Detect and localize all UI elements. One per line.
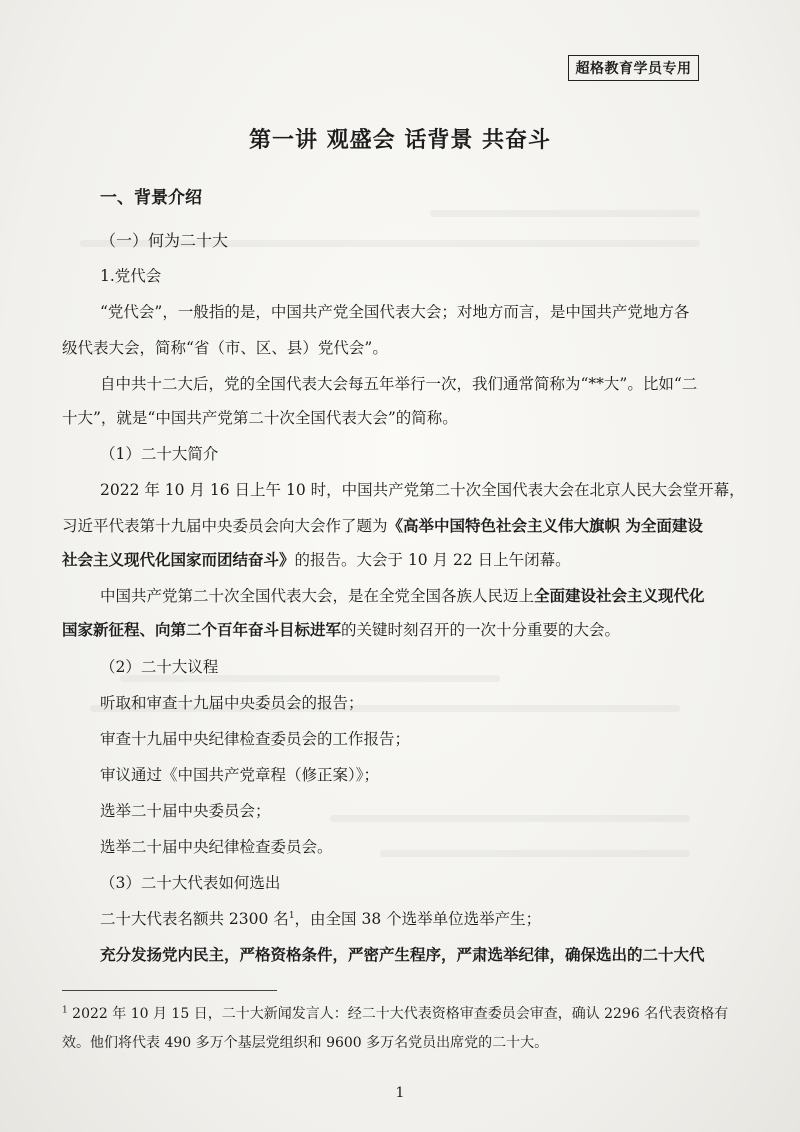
emphasis-text: 国家新征程、向第二个百年奋斗目标进军 bbox=[62, 620, 342, 639]
report-title-text: 《高举中国特色社会主义伟大旗帜 为全面建设 bbox=[387, 516, 703, 535]
agenda-item: 听取和审查十九届中央委员会的报告； bbox=[100, 694, 364, 712]
agenda-item: 选举二十届中央纪律检查委员会。 bbox=[100, 838, 333, 856]
item-heading: （3）二十大代表如何选出 bbox=[100, 874, 281, 892]
paragraph-line: “党代会”，一般指的是，中国共产党全国代表大会；对地方而言，是中国共产党地方各 bbox=[100, 303, 690, 321]
paragraph-text: 二十大代表名额共 2300 名 bbox=[100, 910, 289, 928]
section-heading: 一、背景介绍 bbox=[100, 188, 202, 208]
footnote-line: 效。他们将代表 490 多万个基层党组织和 9600 多万名党员出席党的二十大。 bbox=[62, 1035, 549, 1051]
item-heading: （1）二十大简介 bbox=[100, 445, 219, 463]
paragraph-line bbox=[62, 548, 571, 570]
paragraph-line: 十大”，就是“中国共产党第二十次全国代表大会”的简称。 bbox=[62, 409, 458, 427]
bleed-through-mark bbox=[330, 815, 690, 822]
item-heading: （2）二十大议程 bbox=[100, 658, 219, 676]
footnote-ref[interactable]: 1 bbox=[288, 910, 295, 921]
paragraph-line bbox=[62, 514, 703, 536]
lecture-title: 第一讲 观盛会 话背景 共奋斗 bbox=[249, 127, 551, 153]
paragraph-text: 的报告。大会于 10 月 22 日上午闭幕。 bbox=[294, 551, 571, 569]
paragraph-line bbox=[62, 618, 620, 640]
paragraph-text: 中国共产党第二十次全国代表大会，是在全党全国各族人民迈上 bbox=[100, 587, 535, 605]
paragraph-line: 级代表大会，简称“省（市、区、县）党代会”。 bbox=[62, 339, 388, 357]
agenda-item: 审议通过《中国共产党章程（修正案）》； bbox=[100, 766, 380, 784]
bleed-through-mark bbox=[380, 850, 690, 857]
footnote-separator bbox=[62, 990, 277, 991]
paragraph-line: 自中共十二大后，党的全国代表大会每五年举行一次，我们通常简称为“**大”。比如“二 bbox=[100, 375, 698, 393]
footnote-text: 2022 年 10 月 15 日，二十大新闻发言人：经二十大代表资格审查委员会审查，确认 2296 名代表资格有 bbox=[67, 1006, 729, 1022]
bleed-through-mark bbox=[430, 210, 700, 217]
footnote-marker: 1 bbox=[62, 1005, 68, 1016]
report-title-text: 社会主义现代化国家而团结奋斗》 bbox=[62, 550, 295, 569]
paragraph-text: 的关键时刻召开的一次十分重要的大会。 bbox=[341, 621, 621, 639]
subsection-heading: （一）何为二十大 bbox=[100, 231, 229, 250]
paragraph-text: 习近平代表第十九届中央委员会向大会作了题为 bbox=[62, 517, 388, 535]
paragraph-text: ，由全国 38 个选举单位选举产生； bbox=[294, 910, 542, 928]
footnote-line bbox=[62, 1003, 728, 1023]
paragraph-line bbox=[100, 584, 705, 606]
page-number: 1 bbox=[395, 1085, 405, 1101]
paragraph-line: 充分发扬党内民主，严格资格条件，严密产生程序，严肃选举纪律，确保选出的二十大代 bbox=[100, 945, 705, 964]
item-heading: 1.党代会 bbox=[100, 267, 162, 285]
exclusive-use-stamp: 超格教育学员专用 bbox=[568, 55, 699, 81]
paragraph-line bbox=[100, 907, 541, 929]
agenda-item: 选举二十届中央委员会； bbox=[100, 802, 271, 820]
emphasis-text: 全面建设社会主义现代化 bbox=[534, 586, 705, 605]
agenda-item: 审查十九届中央纪律检查委员会的工作报告； bbox=[100, 730, 411, 748]
paragraph-line: 2022 年 10 月 16 日上午 10 时，中国共产党第二十次全国代表大会在北京人民大会堂开幕， bbox=[100, 481, 745, 499]
